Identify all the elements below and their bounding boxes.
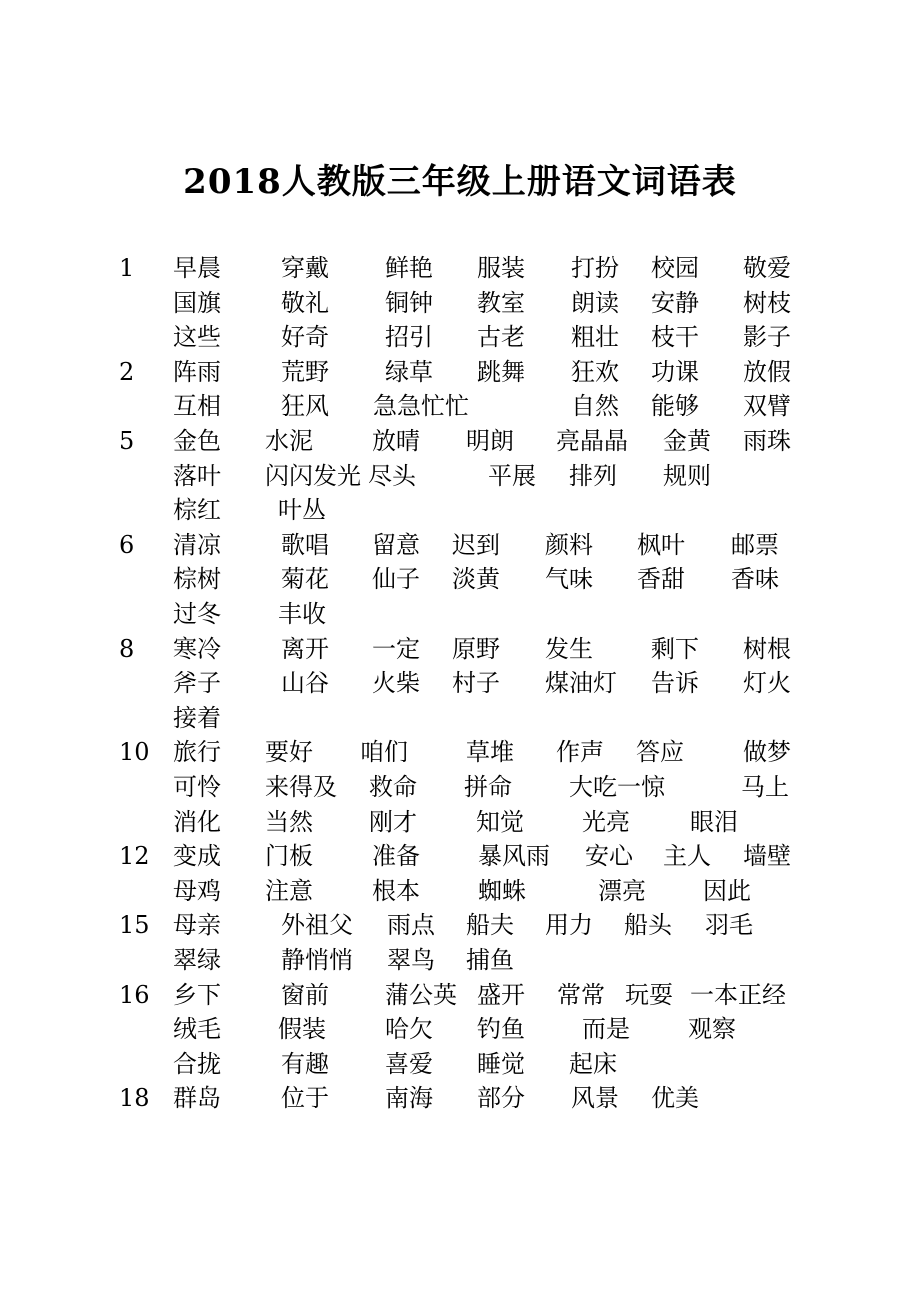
vocabulary-word: 清凉 [173, 530, 221, 559]
vocabulary-word: 古老 [477, 323, 525, 352]
vocabulary-word: 而是 [582, 1015, 630, 1044]
vocabulary-word: 国旗 [173, 288, 221, 317]
vocabulary-word: 急急忙忙 [373, 392, 469, 421]
vocabulary-word: 根本 [372, 876, 420, 905]
vocabulary-word: 一本正经 [690, 980, 786, 1009]
vocabulary-word: 窗前 [281, 980, 329, 1009]
vocabulary-word: 淡黄 [452, 565, 500, 594]
vocabulary-word: 船头 [624, 911, 672, 940]
vocabulary-word: 知觉 [476, 807, 524, 836]
vocabulary-word: 教室 [477, 288, 525, 317]
vocabulary-word: 落叶 [173, 461, 221, 490]
vocabulary-word: 尽头 [368, 461, 416, 490]
vocabulary-word: 互相 [173, 392, 221, 421]
vocabulary-word: 敬礼 [281, 288, 329, 317]
vocabulary-word: 玩耍 [625, 980, 673, 1009]
vocabulary-word: 外祖父 [281, 911, 353, 940]
vocabulary-word: 歌唱 [281, 530, 329, 559]
vocabulary-word: 铜钟 [385, 288, 433, 317]
vocabulary-word: 树根 [743, 634, 791, 663]
vocabulary-word: 部分 [477, 1084, 525, 1113]
vocabulary-word: 明朗 [466, 427, 514, 455]
vocabulary-word: 发生 [545, 634, 593, 663]
vocabulary-word: 起床 [569, 1049, 617, 1078]
vocabulary-word: 鲜艳 [385, 254, 433, 282]
vocabulary-word: 接着 [173, 703, 221, 732]
vocabulary-word: 好奇 [281, 323, 329, 352]
vocabulary-word: 打扮 [571, 254, 619, 282]
lesson-number: 2 [119, 357, 135, 386]
vocabulary-word: 翠绿 [173, 946, 221, 974]
vocabulary-word: 过冬 [173, 600, 221, 628]
vocabulary-word: 乡下 [173, 980, 221, 1009]
vocabulary-word: 漂亮 [598, 876, 646, 905]
vocabulary-word: 枝干 [651, 323, 699, 352]
vocabulary-word: 门板 [265, 842, 313, 871]
vocabulary-word: 枫叶 [637, 530, 685, 559]
vocabulary-word: 蜘蛛 [478, 876, 526, 905]
vocabulary-word: 留意 [372, 530, 420, 559]
vocabulary-word: 咱们 [360, 738, 408, 767]
page-title: 2018人教版三年级上册语文词语表 [183, 162, 737, 202]
vocabulary-word: 作声 [556, 738, 604, 767]
vocabulary-word: 翠鸟 [387, 946, 435, 974]
vocabulary-word: 这些 [173, 323, 221, 352]
lesson-number: 16 [119, 980, 150, 1009]
vocabulary-word: 盛开 [477, 980, 525, 1009]
vocabulary-word: 棕树 [173, 565, 221, 594]
vocabulary-word: 狂风 [281, 392, 329, 421]
vocabulary-word: 放晴 [372, 427, 420, 455]
vocabulary-word: 功课 [651, 357, 699, 386]
vocabulary-word: 菊花 [281, 565, 329, 594]
vocabulary-word: 雨点 [387, 911, 435, 940]
vocabulary-word: 树枝 [743, 288, 791, 317]
vocabulary-word: 有趣 [281, 1049, 329, 1078]
vocabulary-word: 捕鱼 [466, 946, 514, 974]
vocabulary-word: 穿戴 [281, 254, 329, 282]
vocabulary-word: 来得及 [265, 773, 337, 801]
lesson-number: 18 [119, 1084, 150, 1113]
vocabulary-word: 棕红 [173, 496, 221, 525]
vocabulary-word: 要好 [265, 738, 313, 767]
vocabulary-word: 绿草 [385, 357, 433, 386]
vocabulary-word: 亮晶晶 [556, 427, 628, 455]
vocabulary-word: 叶丛 [278, 496, 326, 525]
vocabulary-word: 做梦 [743, 738, 791, 767]
lesson-number: 5 [119, 427, 135, 455]
vocabulary-word: 粗壮 [571, 323, 619, 352]
vocabulary-word: 丰收 [278, 600, 326, 628]
vocabulary-word: 静悄悄 [281, 946, 353, 974]
vocabulary-word: 寒冷 [173, 634, 221, 663]
vocabulary-word: 优美 [651, 1084, 699, 1113]
vocabulary-word: 墙壁 [743, 842, 791, 871]
vocabulary-word: 暴风雨 [478, 842, 550, 871]
vocabulary-word: 邮票 [731, 530, 779, 559]
vocabulary-word: 跳舞 [477, 357, 525, 386]
vocabulary-word: 颜料 [545, 530, 593, 559]
vocabulary-word: 水泥 [265, 427, 313, 455]
vocabulary-word: 香味 [731, 565, 779, 594]
vocabulary-word: 校园 [651, 254, 699, 282]
vocabulary-word: 影子 [743, 323, 791, 352]
vocabulary-word: 能够 [651, 392, 699, 421]
vocabulary-word: 早晨 [173, 254, 221, 282]
vocabulary-word: 草堆 [466, 738, 514, 767]
vocabulary-word: 船夫 [466, 911, 514, 940]
vocabulary-word: 母亲 [173, 911, 221, 940]
vocabulary-word: 变成 [173, 842, 221, 871]
vocabulary-word: 南海 [385, 1084, 433, 1113]
lesson-number: 8 [119, 634, 135, 663]
vocabulary-word: 服装 [477, 254, 525, 282]
vocabulary-word: 绒毛 [173, 1015, 221, 1044]
vocabulary-word: 仙子 [372, 565, 420, 594]
vocabulary-word: 主人 [663, 842, 711, 871]
vocabulary-word: 剩下 [651, 634, 699, 663]
vocabulary-word: 母鸡 [173, 876, 221, 905]
vocabulary-word: 旅行 [173, 738, 221, 767]
vocabulary-word: 位于 [281, 1084, 329, 1113]
lesson-number: 10 [119, 738, 150, 767]
vocabulary-word: 安静 [651, 288, 699, 317]
vocabulary-word: 羽毛 [705, 911, 753, 940]
vocabulary-word: 用力 [545, 911, 593, 940]
vocabulary-word: 拼命 [464, 773, 512, 801]
vocabulary-word: 答应 [636, 738, 684, 767]
vocabulary-word: 观察 [688, 1015, 736, 1044]
vocabulary-word: 假装 [278, 1015, 326, 1044]
vocabulary-word: 群岛 [173, 1084, 221, 1113]
vocabulary-word: 狂欢 [571, 357, 619, 386]
vocabulary-word: 雨珠 [743, 427, 791, 455]
vocabulary-word: 灯火 [743, 669, 791, 698]
vocabulary-word: 准备 [372, 842, 420, 871]
vocabulary-word: 哈欠 [385, 1015, 433, 1044]
vocabulary-word: 马上 [741, 773, 789, 801]
vocabulary-word: 荒野 [281, 357, 329, 386]
vocabulary-word: 大吃一惊 [569, 773, 665, 801]
lesson-number: 12 [119, 842, 150, 871]
vocabulary-word: 刚才 [369, 807, 417, 836]
vocabulary-word: 离开 [281, 634, 329, 663]
vocabulary-word: 放假 [743, 357, 791, 386]
vocabulary-word: 原野 [452, 634, 500, 663]
vocabulary-word: 因此 [703, 876, 751, 905]
vocabulary-word: 排列 [569, 461, 617, 490]
vocabulary-word: 钓鱼 [477, 1015, 525, 1044]
vocabulary-word: 双臂 [743, 392, 791, 421]
vocabulary-word: 敬爱 [743, 254, 791, 282]
vocabulary-word: 规则 [663, 461, 711, 490]
vocabulary-word: 斧子 [173, 669, 221, 698]
lesson-number: 1 [119, 254, 135, 282]
vocabulary-word: 合拢 [173, 1049, 221, 1078]
vocabulary-word: 注意 [265, 876, 313, 905]
vocabulary-word: 喜爱 [385, 1049, 433, 1078]
vocabulary-word: 煤油灯 [545, 669, 617, 698]
vocabulary-word: 招引 [385, 323, 433, 352]
vocabulary-word: 风景 [571, 1084, 619, 1113]
vocabulary-word: 自然 [571, 392, 619, 421]
lesson-number: 6 [119, 530, 135, 559]
vocabulary-word: 眼泪 [690, 807, 738, 836]
vocabulary-word: 光亮 [582, 807, 630, 836]
vocabulary-word: 可怜 [173, 773, 221, 801]
vocabulary-word: 村子 [452, 669, 500, 698]
vocabulary-word: 消化 [173, 807, 221, 836]
vocabulary-word: 火柴 [372, 669, 420, 698]
vocabulary-word: 蒲公英 [385, 980, 457, 1009]
lesson-number: 15 [119, 911, 150, 940]
vocabulary-word: 迟到 [452, 530, 500, 559]
vocabulary-word: 当然 [265, 807, 313, 836]
vocabulary-word: 山谷 [281, 669, 329, 698]
vocabulary-word: 救命 [369, 773, 417, 801]
vocabulary-word: 一定 [372, 634, 420, 663]
vocabulary-word: 睡觉 [477, 1049, 525, 1078]
vocabulary-word: 气味 [545, 565, 593, 594]
vocabulary-word: 阵雨 [173, 357, 221, 386]
vocabulary-word: 安心 [585, 842, 633, 871]
vocabulary-word: 金色 [173, 427, 221, 455]
vocabulary-word: 告诉 [651, 669, 699, 698]
vocabulary-word: 香甜 [637, 565, 685, 594]
vocabulary-word: 金黄 [663, 427, 711, 455]
vocabulary-word: 平展 [488, 461, 536, 490]
vocabulary-word: 常常 [557, 980, 605, 1009]
vocabulary-word: 闪闪发光 [265, 461, 361, 490]
vocabulary-word: 朗读 [571, 288, 619, 317]
